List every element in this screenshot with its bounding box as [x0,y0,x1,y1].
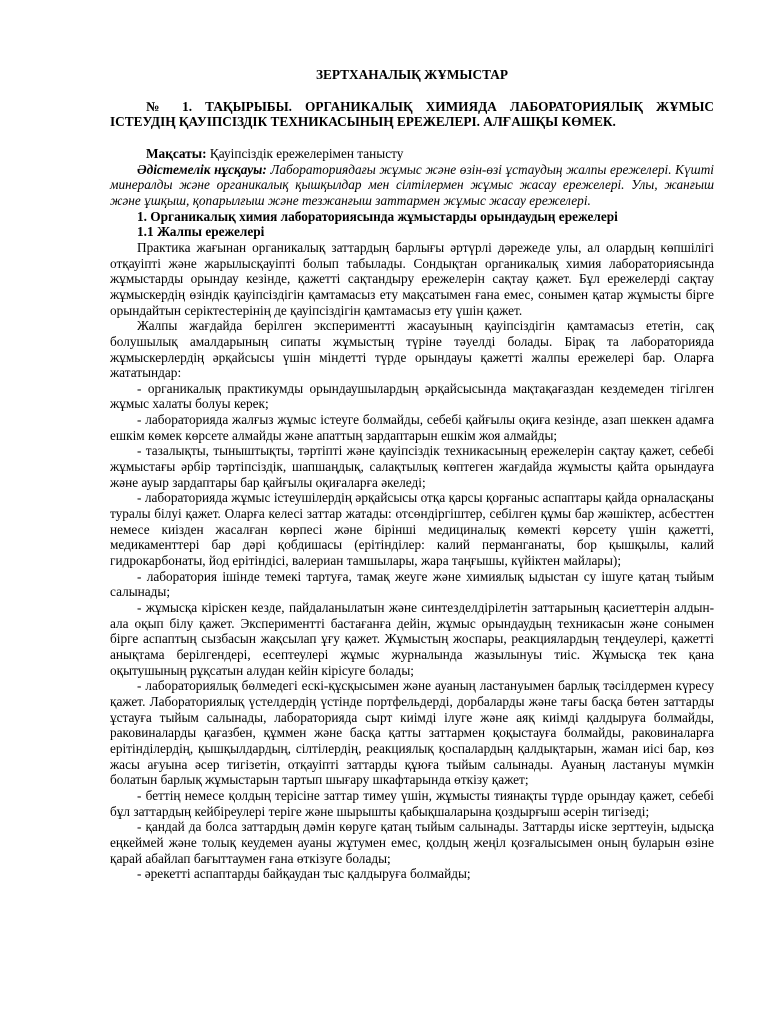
list-item: - органикалық практикумды орындаушылардың әрқайсысында мақтақағаздан кездемеден тігілген жұмыс халаты болуы керек; [110,380,714,412]
topic-heading: № 1. ТАҚЫРЫБЫ. ОРГАНИКАЛЫҚ ХИМИЯДА ЛАБОРАТОРИЯЛЫҚ ЖҰМЫС ІСТЕУДІҢ ҚАУІПСІЗДІК ТЕХНИКАСЫНЫҢ ЕРЕЖЕЛЕРІ. АЛҒАШҚЫ КӨМЕК. [110,98,714,130]
method-paragraph [110,162,714,209]
list-item: - беттің немесе қолдың терісіне заттар тимеу үшін, жұмысты тиянақты түрде орындау қажет, себебі бұл заттардың кейбіреулері теріге және шырышты қабықшаларына қоздырғыш әсерін тигізеді; [110,787,714,819]
body-paragraph: Практика жағынан органикалық заттардың барлығы әртүрлі дәрежеде улы, ал олардың көпшілігі отқауіпті және жарылысқауіпті болып табылады. Сондықтан органикалық химия лабораториясында жұмыстарды орындау кезінде, қажетті сақтандыру ережелерін сақтау қажет. Бұл ережелерді сақтау жұмыскердің өзіндік қауіпсіздігін қамтамасыз ету мақсатымен ғана емес, сонымен қатар жұмысты бірге орындайтын серіктестерінің де қауіпсіздігін қамтамасыз ету үшін қажет. [110,239,714,318]
list-item: - қандай да болса заттардың дәмін көруге қатаң тыйым салынады. Заттарды иіске зерттеуін, ыдысқа еңкеймей және толық кеудемен ауаны жұтумен емес, қолдың жеңіл қозғалысымен оның буларын өзіне қарай абайлап бағыттаумен ғана өткізуге болады; [110,819,714,866]
list-item: - лабораторияда жұмыс істеушілердің әрқайсысы отқа қарсы қорғаныс аспаптары қайда орналасқаны туралы білуі қажет. Оларға келесі заттар жатады: отсөндіргіштер, себілген құмы бар жәшіктер, асбесттен немесе киізден жасалған көрпесі және бірінші медициналық көмекті көрсету үшін қажетті, медикаменттері бар дәрі қобдишасы (ерітінділер: калий перманганаты, бор қышқылы, калий гидрокарбонаты, йод ерітіндісі, валериан тамшылары, жара таңғышы, күйіктен майлары); [110,490,714,569]
body-paragraph: Жалпы жағдайда берілген экспериментті жасауының қауіпсіздігін қамтамасыз ететін, сақ болушылық амалдарының сипаты жұмыстың түріне тәуелді болады. Бірақ та лабораторияда жұмыскерлердің әрқайсысы үшін міндетті түрде орындауы қажетті жалпы ережелері бар. Оларға жататындар: [110,318,714,381]
subsection-heading: 1.1 Жалпы ережелері [137,224,265,240]
method-label: Әдістемелік нұсқауы: [137,161,267,177]
list-item: - жұмысқа кірiскен кезде, пайдаланылатын және синтезделдірілетін заттарының қасиеттерін алдын-ала оқып білу қажет. Экспериментті бастағанға дейін, жұмыс орындаудың техникасын және сонымен бірге аспаптың сызбасын жақсылап ұғу қажет. Жұмыстың жоспары, реакциялардың теңдеулері, қажетті анықтама берілгендері, есептеулері жұмыс журналында жазылынуы тиіс. Жұмысқа тек қана оқытушының рұқсатын алудан кейін кірісуге болады; [110,600,714,678]
page-title: ЗЕРТХАНАЛЫҚ ЖҰМЫСТАР [315,67,508,82]
section-heading: 1. Органикалық химия лабораториясында жұмыстарды орындаудың ережелері [137,208,618,224]
list-item: - әрекетті аспаптарды байқаудан тыс қалдыруға болмайды; [137,866,471,882]
list-item: - лаборатория ішінде темекі тартуға, тамақ жеуге және химиялық ыдыстан су ішуге қатаң тыйым салынады; [110,568,714,600]
document-content [110,67,714,882]
goal-label: Мақсаты: [146,145,207,161]
goal-line [110,146,714,162]
list-item: - тазалықты, тыныштықты, тәртіпті және қауіпсіздік техникасының ережелерін сақтау қажет, себебі жұмыстағы әрбір тәртіпсіздік, шапшаңдық, салақтылық көптеген жағдайда жұмысты қайта орындауға және ауыр зардаптары бар қайғылы оқиғаларға әкеледі; [110,443,714,490]
goal-text: Қауіпсіздік ережелерімен танысту [206,145,404,161]
list-item: - лабораториялық бөлмедегі ескі-құсқысымен және ауаның ластануымен барлық тәсілдермен күресу қажет. Лабораториялық үстелдердің үстінде портфельдерді, дорбаларды және тағы басқа бөтен заттарды ұстауға тыйым салынады, лабораторияда сырт киімді ілуге және аяқ киімді қалдыруға болмайды, раковиналарды қағазбен, құммен және басқа қатты заттармен қоқыстауға болмайды, раковиналарға ерітіндiлердің, қышқылдардың, сілтілердің, реакциялық қоспалардың қалдықтарын, жаман иісі бар, көз жасы ағуына әсер тигізетін, отқауіпті заттарды құюға тыйым салынады. Ауаның ластануы мүмкін болатын барлық жұмыстарын тартып шығару шкафтарында өткізу қажет; [110,678,714,788]
list-item: - лабораторияда жалғыз жұмыс істеуге болмайды, себебі қайғылы оқиға кезінде, азап шеккен адамға ешкім көмек көрсете алмайды және апаттың зардаптарын ешкім жоя алмайды; [110,412,714,443]
method-text: Лабораториядағы жұмыс және өзін-өзі ұстаудың жалпы ережелері. Күшті минералды және органикалық қышқылдар мен сілтілермен жұмыс жасау ережелері. Улы, жанғыш және ұшқыш, қопарылғыш және тезжанғыш заттармен жұмыс жасау ережелері. [110,161,714,208]
